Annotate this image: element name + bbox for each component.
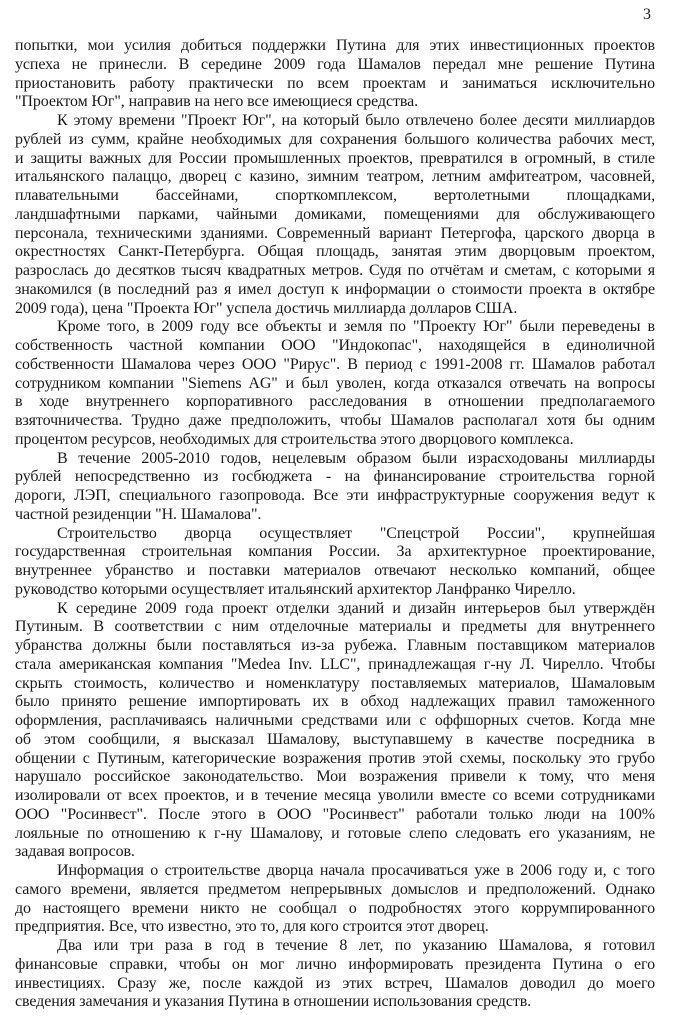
document-body bbox=[15, 37, 655, 1012]
text-line: 2009 года), цена "Проекта Юг" успела достичь миллиарда долларов США. bbox=[15, 299, 518, 317]
text-line: Кроме того, в 2009 году все объекты и земля по "Проекту Юг" были переведены в bbox=[57, 318, 655, 336]
text-line: "Проектом Юг", направив на него все имеющиеся средства. bbox=[15, 93, 418, 111]
page-number: 3 bbox=[643, 6, 651, 23]
text-line: общении с Путиным, категорические возражения против этой схемы, поскольку это грубо bbox=[15, 749, 655, 767]
text-line: оформления, расплачиваясь наличными средствами или с оффшорных счетов. Когда мне bbox=[15, 712, 655, 729]
text-line: инвестициях. Сразу же, после каждой из этих встреч, Шамалов доводил до моего bbox=[15, 974, 655, 992]
text-line: рублей непосредственно из госбюджета - на финансирование строительства горной bbox=[15, 468, 655, 486]
text-line: ООО "Росинвест". После этого в ООО "Росинвест" работали только люди на 100% bbox=[15, 805, 655, 823]
text-line: К середине 2009 года проект отделки зданий и дизайн интерьеров был утверждён bbox=[57, 599, 655, 617]
text-line: успеха не принесли. В середине 2009 года Шамалов передал мне решение Путина bbox=[15, 55, 655, 73]
text-line: Два или три раза в год в течение 8 лет, по указанию Шамалова, я готовил bbox=[57, 937, 655, 954]
text-line: об этом сообщили, я высказал Шамалову, выступавшему в качестве посредника в bbox=[15, 730, 655, 748]
text-line: сведения замечания и указания Путина в отношении использования средств. bbox=[15, 993, 532, 1011]
text-line: и защиты важных для России промышленных проектов, превратился в огромный, в стиле bbox=[15, 149, 655, 167]
text-line: частной резиденции "Н. Шамалова". bbox=[15, 505, 262, 523]
text-line: задавая вопросов. bbox=[15, 843, 135, 861]
paragraph bbox=[15, 937, 655, 1012]
text-line: до настоящего времени никто не сообщал о подробностях этого коррумпированного bbox=[15, 899, 655, 917]
text-line: нарушало российское законодательство. Мои возражения привели к тому, что меня bbox=[15, 768, 655, 786]
text-line: Строительство дворца осуществляет "Спецстрой России", крупнейшая bbox=[57, 524, 655, 542]
text-line: руководство которыми осуществляет итальянский архитектор Ланфранко Чирелло. bbox=[15, 580, 576, 598]
text-line: изолировали от всех проектов, и в течение месяца уволили вместе со всеми сотрудниками bbox=[15, 787, 655, 804]
text-line: окрестностях Санкт-Петербурга. Общая площадь, занятая этим дворцовым проектом, bbox=[15, 243, 655, 261]
text-line: стала американская компания "Medea Inv. LLC", принадлежащая г-ну Л. Чирелло. Чтобы bbox=[15, 655, 655, 673]
text-line: разрослась до десятков тысяч квадратных метров. Судя по отчётам и сметам, с которыми я bbox=[15, 262, 655, 279]
text-line: приостановить работу практически по всем проектам и заниматься исключительно bbox=[15, 74, 655, 92]
paragraph bbox=[15, 112, 655, 318]
text-line: взяточничества. Трудно даже предположить, чтобы Шамалов располагал хотя бы одним bbox=[15, 412, 655, 429]
text-line: Информация о строительстве дворца начала просачиваться уже в 2006 году и, с того bbox=[57, 862, 655, 879]
paragraph bbox=[15, 37, 655, 112]
text-line: дороги, ЛЭП, специального газопровода. Все эти инфраструктурные сооружения ведут к bbox=[15, 487, 655, 504]
paragraph bbox=[15, 525, 655, 600]
text-line: собственности Шамалова через ООО "Рирус". В период с 1991-2008 гг. Шамалов работал bbox=[15, 355, 655, 373]
text-line: плавательными бассейнами, спорткомплексом, вертолетными площадками, bbox=[15, 187, 655, 204]
text-line: сотрудником компании "Siemens AG" и был уволен, когда отказался отвечать на вопросы bbox=[15, 374, 655, 392]
paragraph bbox=[15, 318, 655, 449]
text-line: ландшафтными парками, чайными домиками, помещениями для обслуживающего bbox=[15, 205, 655, 223]
text-line: знакомился (в последний раз я имел доступ к информации о стоимости проекта в октябре bbox=[15, 280, 655, 298]
text-line: персонала, техническими зданиями. Современный вариант Петергофа, царского дворца в bbox=[15, 224, 655, 242]
text-line: внутреннее убранство и поставки материалов отвечают несколько компаний, общее bbox=[15, 562, 655, 579]
text-line: собственность частной компании ООО "Индокопас", находящейся в единоличной bbox=[15, 337, 655, 354]
text-line: финансовые справки, чтобы он мог лично информировать президента Путина о его bbox=[15, 955, 655, 973]
text-line: лояльные по отношению к г-ну Шамалову, и готовые слепо следовать его указаниям, не bbox=[15, 824, 655, 842]
text-line: К этому времени "Проект Юг", на который было отвлечено более десяти миллиардов bbox=[57, 112, 655, 129]
text-line: рублей из сумм, крайне необходимых для сохранения большого количества рабочих мест, bbox=[15, 130, 655, 148]
paragraph bbox=[15, 862, 655, 937]
text-line: В течение 2005-2010 годов, нецелевым образом были израсходованы миллиарды bbox=[57, 449, 655, 467]
text-line: Путиным. В соответствии с ним отделочные материалы и предметы для внутреннего bbox=[15, 618, 655, 636]
text-line: в ходе внутреннего корпоративного расследования в отношении предполагаемого bbox=[15, 393, 655, 411]
text-line: убранства должны были поставляться из-за рубежа. Главным поставщиком материалов bbox=[15, 637, 655, 654]
text-line: самого времени, является предметом непрерывных домыслов и предположений. Однако bbox=[15, 880, 655, 898]
paragraph bbox=[15, 600, 655, 863]
text-line: итальянского палаццо, дворец с казино, зимним театром, летним амфитеатром, часовней, bbox=[15, 168, 655, 186]
text-line: скрыть стоимость, количество и номенклатуру поставляемых материалов, Шамаловым bbox=[15, 674, 655, 692]
text-line: предприятия. Все, что известно, это то, для кого строится этот дворец. bbox=[15, 918, 489, 936]
text-line: государственная строительная компания России. За архитектурное проектирование, bbox=[15, 543, 655, 561]
text-line: было принято решение импортировать их в обход надлежащих правил таможенного bbox=[15, 693, 655, 711]
text-line: попытки, мои усилия добиться поддержки Путина для этих инвестиционных проектов bbox=[15, 37, 655, 54]
paragraph bbox=[15, 450, 655, 525]
text-line: процентом ресурсов, необходимых для строительства этого дворцового комплекса. bbox=[15, 430, 574, 448]
